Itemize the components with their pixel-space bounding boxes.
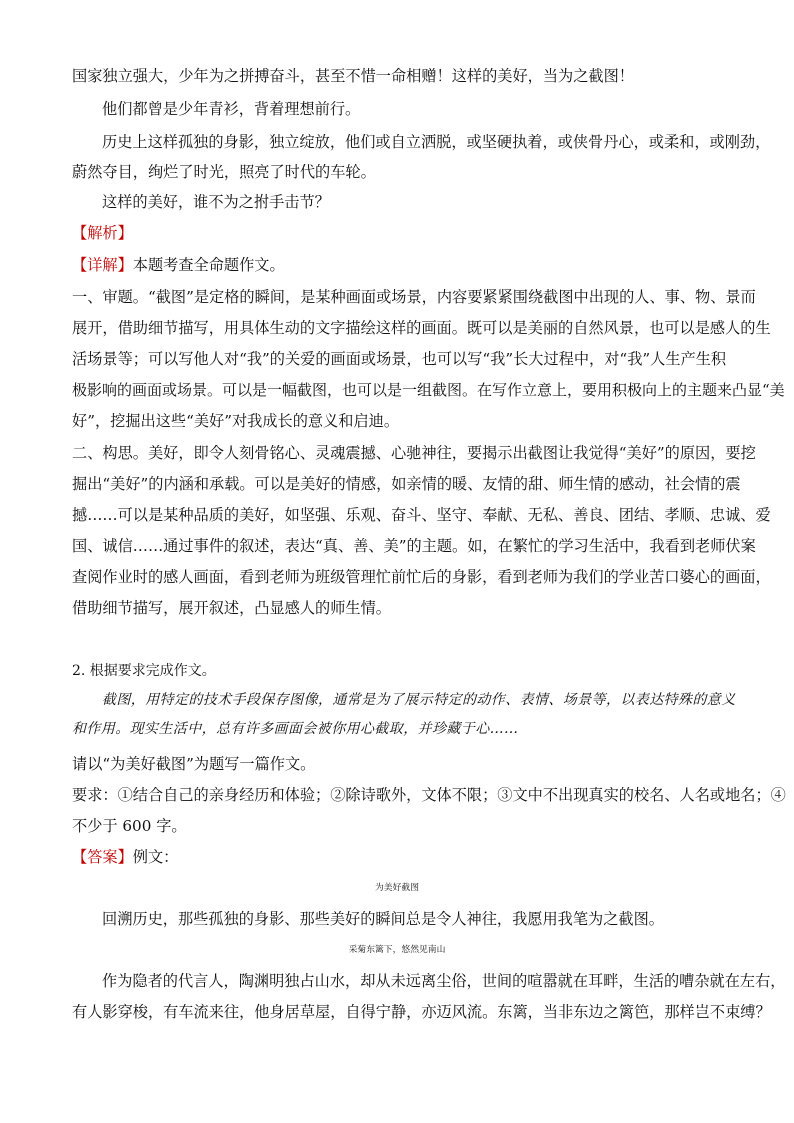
answer-tag: 【答案】: [72, 848, 133, 866]
essay-line: 有人影穿梭，有车流来往，他身居草屋，自得宁静，亦迈风流。东篱，当非东边之篱笆，那样岂不束缚？: [72, 1003, 771, 1021]
text-line: 极影响的画面或场景。可以是一幅截图，也可以是一组截图。在写作立意上，要用积极向上的主题来凸显“美: [72, 381, 785, 399]
prompt-quote: 和作用。现实生活中，总有许多画面会被你用心截取，并珍藏于心……: [72, 721, 519, 737]
text-line: 国、诚信……通过事件的叙述，表达“真、善、美”的主题。如，在繁忙的学习生活中，我看到老师伏案: [72, 537, 756, 555]
text-line: 二、构思。美好，即令人刻骨铭心、灵魂震撼、心驰神往，要揭示出截图让我觉得“美好”的原因，要挖: [72, 444, 756, 462]
text-line: 一、审题。“截图”是定格的瞬间，是某种画面或场景，内容要紧紧围绕截图中出现的人、事、物、景而: [72, 288, 756, 306]
text-line: 他们都曾是少年青衫，背着理想前行。: [102, 100, 361, 118]
text-line: 展开，借助细节描写，用具体生动的文字描绘这样的画面。既可以是美丽的自然风景，也可以是感人的生: [72, 319, 771, 337]
requirements-line: 不少于 600 字。: [72, 817, 187, 835]
text-line: 历史上这样孤独的身影，独立绽放，他们或自立洒脱，或坚硬执着，或侠骨丹心，或柔和，或刚劲，: [102, 133, 771, 151]
detail-line: 【详解】本题考查全命题作文。: [72, 256, 285, 274]
text-line: 蔚然夺目，绚烂了时光，照亮了时代的车轮。: [72, 163, 376, 181]
text-line: 查阅作业时的感人画面，看到老师为班级管理忙前忙后的身影，看到老师为我们的学业苦口婆心的画面，: [72, 568, 771, 586]
essay-line: 作为隐者的代言人，陶渊明独占山水，却从未远离尘俗，世间的喧嚣就在耳畔，生活的嘈杂就在左右，: [102, 972, 786, 990]
text-line: 掘出“美好”的内涵和承载。可以是美好的情感，如亲情的暖、友情的甜、师生情的感动，社会情的震: [72, 475, 741, 493]
detail-text: 本题考查全命题作文。: [132, 256, 285, 274]
text-line: 撼……可以是某种品质的美好，如坚强、乐观、奋斗、坚守、奉献、无私、善良、团结、孝顺、忠诚、爱: [72, 506, 771, 524]
text-line: 这样的美好，谁不为之拊手击节？: [102, 193, 330, 211]
prompt-quote: 截图，用特定的技术手段保存图像，通常是为了展示特定的动作、表情、场景等，以表达特殊的意义: [102, 692, 736, 708]
text-line: 国家独立强大，少年为之拼搏奋斗，甚至不惜一命相赠！这样的美好，当为之截图！: [72, 67, 634, 85]
question-heading: 2. 根据要求完成作文。: [72, 663, 216, 679]
answer-text: 例文：: [132, 848, 179, 866]
text-line: 好”，挖掘出这些“美好”对我成长的意义和启迪。: [72, 412, 400, 430]
text-line: 活场景等；可以写他人对“我”的关爱的画面或场景，也可以写“我”长大过程中，对“我”人生产生积: [72, 350, 727, 368]
essay-subtitle: 采菊东篱下，悠然见南山: [348, 945, 446, 955]
essay-title: 为美好截图: [375, 883, 419, 893]
essay-line: 回溯历史，那些孤独的身影、那些美好的瞬间总是令人神往，我愿用我笔为之截图。: [102, 910, 664, 928]
text-line: 借助细节描写，展开叙述，凸显感人的师生情。: [72, 599, 391, 617]
text-line: 请以“为美好截图”为题写一篇作文。: [72, 755, 316, 773]
answer-line: [72, 847, 178, 867]
analysis-tag: 【解析】: [72, 224, 133, 242]
requirements-line: 要求：①结合自己的亲身经历和体验；②除诗歌外，文体不限；③文中不出现真实的校名、人名或地名；④: [72, 786, 786, 804]
